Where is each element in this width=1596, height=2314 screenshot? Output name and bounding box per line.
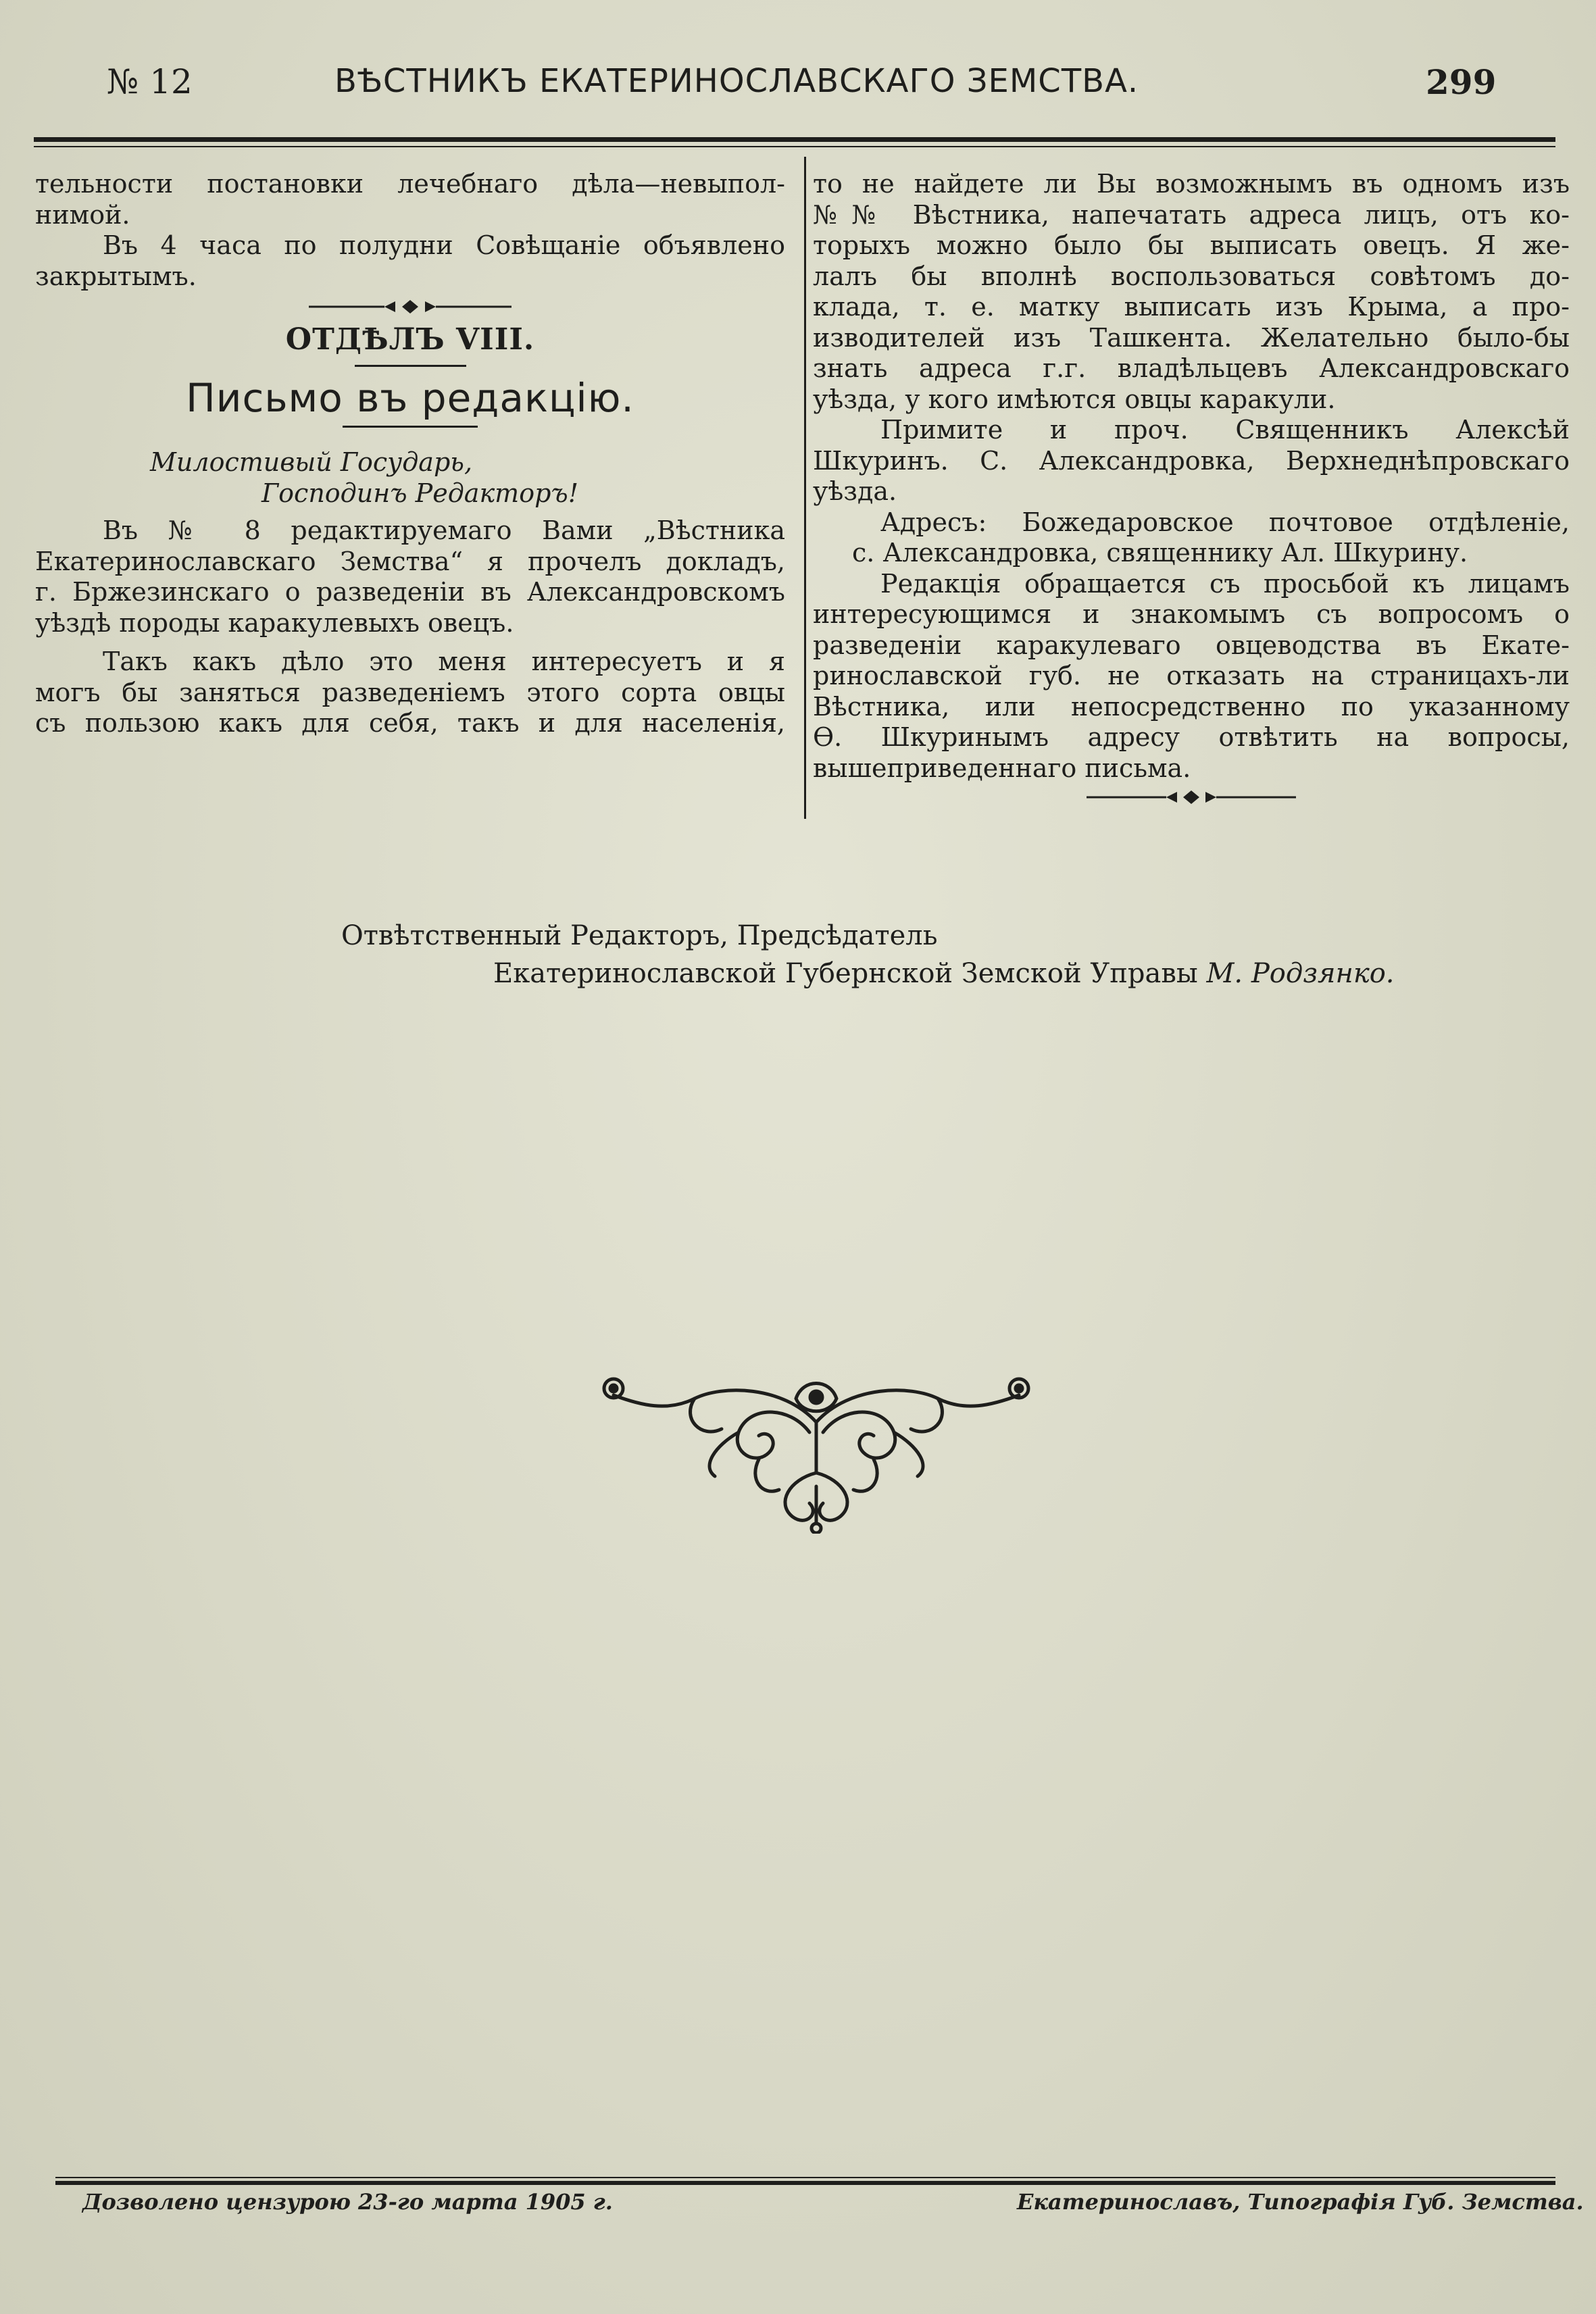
text-line: нимой. [35,199,130,230]
text-line: интересующимся и знакомымъ съ вопросомъ о [813,599,1570,629]
title-rule [343,426,478,428]
divider-ornament-icon [309,299,512,315]
text-line: Примите и проч. Священникъ Алексѣй [880,415,1570,445]
text-line: разведеніи каракулеваго овцеводства въ Екате- [813,630,1570,660]
text-line: то не найдете ли Вы возможнымъ въ одномъ изъ [813,169,1570,199]
text-line: Такъ какъ дѣло это меня интересуетъ и я [103,647,785,676]
text-line: закрытымъ. [35,261,197,291]
text-line: уѣзда, у кого имѣются овцы каракули. [813,384,1336,414]
journal-title: ВѢСТНИКЪ ЕКАТЕРИНОСЛАВСКАГО ЗЕМСТВА. [334,62,1139,100]
right-column [813,169,1570,805]
text-line: уѣздѣ породы каракулевыхъ овецъ. [35,607,514,638]
signature-office: Екатеринославской Губернской Земской Управы [493,958,1198,989]
text-line: Адресъ: Божедаровское почтовое отдѣленіе, [880,507,1570,537]
signature-line-2 [493,958,1395,989]
issue-number: № 12 [107,62,193,101]
text-line: могъ бы заняться разведеніемъ этого сорта овцы [35,677,785,707]
text-line: изводителей изъ Ташкента. Желательно было-бы [813,322,1570,353]
text-line: ринославской губ. не отказать на страницахъ-ли [813,661,1570,690]
text-line: лалъ бы вполнѣ воспользоваться совѣтомъ до- [813,261,1570,291]
text-line: Шкуринъ. С. Александровка, Верхнеднѣпровскаго [813,445,1570,476]
text-line: уѣзда. [813,476,897,506]
text-line: Екатеринославскаго Земства“ я прочелъ докладъ, [35,546,785,576]
printer-imprint: Екатеринославъ, Типографія Губ. Земства. [1017,2189,1584,2215]
text-line: съ пользою какъ для себя, такъ и для населенія, [35,708,785,738]
signature-name: М. Родзянко. [1206,958,1395,989]
letter-title: Письмо въ редакцію. [186,374,634,421]
text-line: клада, т. е. матку выписать изъ Крыма, а про- [813,292,1570,322]
salutation-line: Милостивый Государь, [150,447,473,477]
text-line: Въ № 8 редактируемаго Вами „Вѣстника [103,515,785,545]
header-rule-thin [34,146,1555,147]
header-rule-thick [34,137,1555,142]
text-line: г. Бржезинскаго о разведеніи въ Александровскомъ [35,577,785,607]
text-line: Вѣстника, или непосредственно по указанному [813,691,1570,722]
page-number: 299 [1426,62,1497,102]
footer-rule-thick [55,2181,1555,2185]
text-line: тельности постановки лечебнаго дѣла—невыпол- [35,169,785,199]
text-line: торыхъ можно было бы выписать овецъ. Я же- [813,230,1570,260]
text-line: знать адреса г.г. владѣльцевъ Александровскаго [813,353,1570,383]
text-line: №№ Вѣстника, напечатать адреса лицъ, отъ ко- [813,199,1570,230]
signature-line-1: Отвѣтственный Редакторъ, Предсѣдатель [341,920,938,951]
divider-ornament-icon [1087,789,1296,805]
text-line: Ѳ. Шкуринымъ адресу отвѣтить на вопросы, [813,722,1570,752]
text-line: Въ 4 часа по полудни Совѣщаніе объявлено [103,230,785,260]
tailpiece-ornament-icon [587,1358,1046,1534]
section-rule [355,365,466,367]
left-column [35,169,785,739]
salutation-line: Господинъ Редакторъ! [261,478,578,508]
text-line: вышеприведеннаго письма. [813,753,1191,783]
text-line: Редакція обращается съ просьбой къ лицамъ [880,568,1570,599]
footer-rule-thin [55,2177,1555,2178]
text-line: с. Александровка, священнику Ал. Шкурину. [852,538,1468,568]
censorship-note: Дозволено цензурою 23-го марта 1905 г. [82,2189,613,2215]
column-divider [804,157,806,819]
section-heading: ОТДѢЛЪ VIII. [285,322,535,357]
